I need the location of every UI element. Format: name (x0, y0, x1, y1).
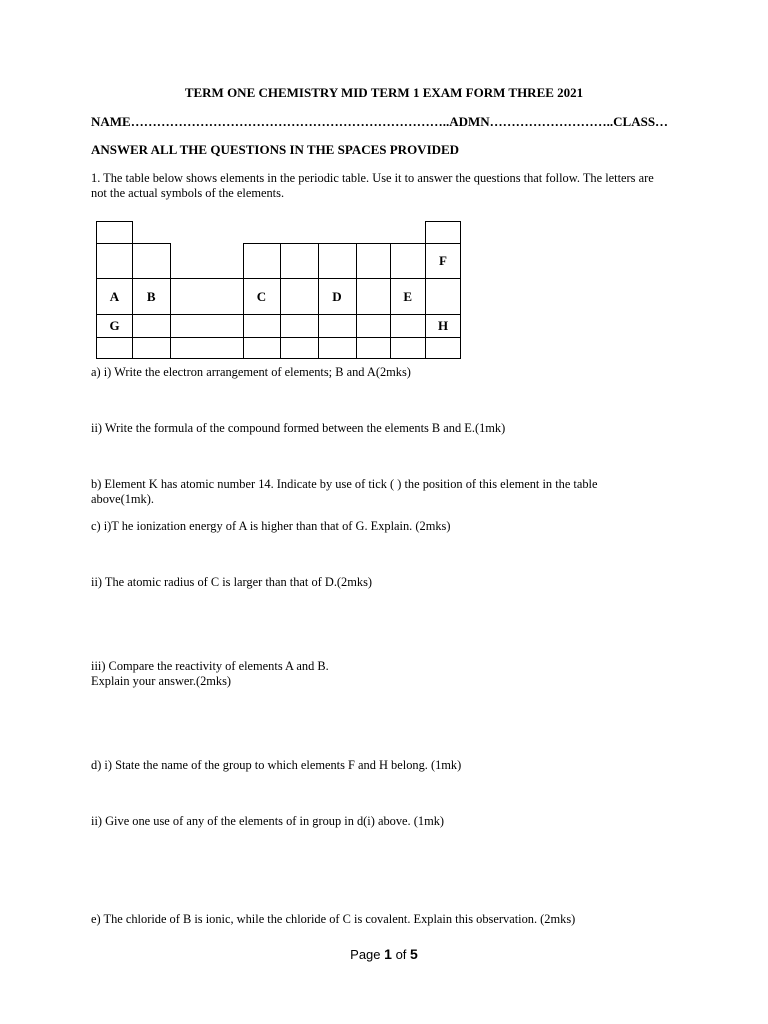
cell-g2-p5 (133, 338, 171, 359)
question-c-iii-line1: iii) Compare the reactivity of elements A and B. (91, 659, 329, 673)
cell-g8-p5 (426, 338, 461, 359)
question-1-intro: 1. The table below shows elements in the periodic table. Use it to answer the questions that follow. The letters are not the actual symbols of the elements. (91, 171, 654, 200)
question-a-ii: ii) Write the formula of the compound formed between the elements B and E.(1mk) (91, 421, 506, 435)
cell-g7-p2 (390, 244, 426, 279)
cell-g1-p1 (97, 222, 133, 244)
question-b: b) Element K has atomic number 14. Indicate by use of tick ( ) the position of this element in the table above(1mk). (91, 477, 598, 506)
cell-g2-p4 (133, 315, 171, 338)
cell-g1-p2 (97, 244, 133, 279)
cell-g3-p5 (243, 338, 280, 359)
page-footer (0, 946, 768, 962)
cell-g3-p2 (243, 244, 280, 279)
element-b: B (133, 279, 171, 315)
transition-gap (170, 279, 243, 315)
periodic-table (96, 221, 461, 359)
cell-g7-p5 (390, 338, 426, 359)
cell-g4-p3 (280, 279, 318, 315)
cell-g6-p2 (356, 244, 390, 279)
element-f: F (426, 244, 461, 279)
exam-title: TERM ONE CHEMISTRY MID TERM 1 EXAM FORM THREE 2021 (184, 85, 584, 100)
question-c-ii: ii) The atomic radius of C is larger than that of D.(2mks) (91, 575, 373, 589)
question-e: e) The chloride of B is ionic, while the chloride of C is covalent. Explain this observation. (2mks) (91, 912, 576, 926)
cell-g6-p4 (356, 315, 390, 338)
cell-g4-p5 (280, 338, 318, 359)
instructions: ANSWER ALL THE QUESTIONS IN THE SPACES PROVIDED (91, 142, 460, 157)
element-a: A (97, 279, 133, 315)
page-total: 5 (410, 946, 418, 962)
element-c: C (243, 279, 280, 315)
cell-g5-p5 (318, 338, 356, 359)
cell-g6-p5 (356, 338, 390, 359)
cell-g1-p5 (97, 338, 133, 359)
page-word: Page (350, 947, 381, 962)
cell-g7-p4 (390, 315, 426, 338)
cell-tm-p4 (170, 315, 243, 338)
cell-g5-p4 (318, 315, 356, 338)
question-a-i: a) i) Write the electron arrangement of elements; B and A(2mks) (91, 365, 411, 379)
of-word: of (395, 947, 407, 962)
cell-g8-p1 (426, 222, 461, 244)
question-c-i: c) i)T he ionization energy of A is higher than that of G. Explain. (2mks) (91, 519, 451, 533)
cell-g4-p2 (280, 244, 318, 279)
element-d: D (318, 279, 356, 315)
cell-tm-p5 (170, 338, 243, 359)
cell-g2-p2 (133, 244, 171, 279)
element-h: H (426, 315, 461, 338)
cell-g5-p2 (318, 244, 356, 279)
element-e: E (390, 279, 426, 315)
cell-g8-p3 (426, 279, 461, 315)
question-c-iii-line2: Explain your answer.(2mks) (91, 674, 232, 688)
page-number: 1 (384, 946, 392, 962)
name-admn-class-line: NAME………………………………………………………………..ADMN………………………..CLASS… (91, 114, 669, 129)
cell-g3-p4 (243, 315, 280, 338)
cell-g6-p3 (356, 279, 390, 315)
element-g: G (97, 315, 133, 338)
cell-g4-p4 (280, 315, 318, 338)
question-d-ii: ii) Give one use of any of the elements of in group in d(i) above. (1mk) (91, 814, 445, 828)
question-d-i: d) i) State the name of the group to which elements F and H belong. (1mk) (91, 758, 462, 772)
